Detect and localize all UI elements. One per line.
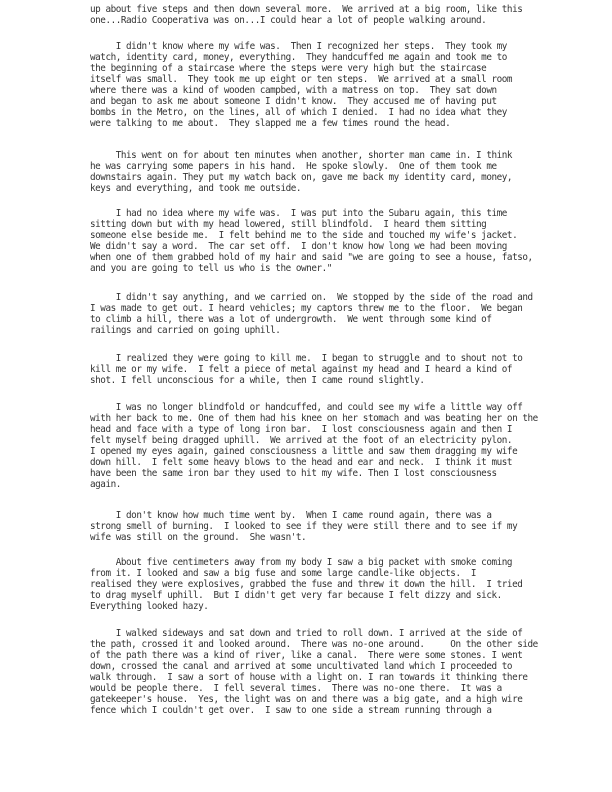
text-line: Everything looked hazy. [90,601,209,612]
text-line: I had no idea where my wife was. I was put into the Subaru again, this time [90,208,507,219]
text-line: walk through. I saw a sort of house with a light on. I ran towards it thinking there [90,672,528,683]
text-line: kill me or my wife. I felt a piece of metal against my head and I heard a kind of [90,364,513,375]
text-line: down hill. I felt some heavy blows to the head and ear and neck. I think it must [90,457,513,468]
text-line: shot. I fell unconscious for a while, then I came round slightly. [90,375,425,386]
text-line: This went on for about ten minutes when another, shorter man came in. I think [90,150,513,161]
text-line: watch, identity card, money, everything. They handcuffed me again and took me to [90,52,507,63]
text-line: someone else beside me. I felt behind me to the side and touched my wife's jacket. [90,230,518,241]
text-line: again. [90,479,121,490]
text-line: I realized they were going to kill me. I began to struggle and to shout not to [90,353,523,364]
text-line: of the path there was a kind of river, like a canal. There were some stones. I went [90,650,523,661]
text-line: itself was small. They took me up eight or ten steps. We arrived at a small room [90,74,513,85]
text-line: and you are going to tell us who is the owner." [90,263,332,274]
text-line: up about five steps and then down several more. We arrived at a big room, like this [90,4,523,15]
text-line: felt myself being dragged uphill. We arrived at the foot of an electricity pylon. [90,435,513,446]
text-line: head and face with a type of long iron bar. I lost consciousness again and then I [90,424,513,435]
text-line: I opened my eyes again, gained consciousness a little and saw them dragging my wife [90,446,518,457]
text-line: and began to ask me about someone I didn't know. They accused me of having put [90,96,497,107]
text-line: the beginning of a staircase where the steps were very high but the staircase [90,63,487,74]
text-line: with her back to me. One of them had his knee on her stomach and was beating her on the [90,413,538,424]
text-line: from it. I looked and saw a big fuse and some large candle-like objects. I [90,568,477,579]
text-line: down, crossed the canal and arrived at some uncultivated land which I proceeded to [90,661,513,672]
text-line: where there was a kind of wooden campbed, with a matress on top. They sat down [90,85,497,96]
text-line: he was carrying some papers in his hand. He spoke slowly. One of them took me [90,161,497,172]
text-line: I walked sideways and sat down and tried to roll down. I arrived at the side of [90,628,523,639]
text-line: when one of them grabbed hold of my hair and said "we are going to see a house, fatso, [90,252,533,263]
text-line: realised they were explosives, grabbed the fuse and threw it down the hill. I tried [90,579,523,590]
text-line: sitting down but with my head lowered, still blindfold. I heard them sitting [90,219,487,230]
text-line: bombs in the Metro, on the lines, all of which I denied. I had no idea what they [90,107,507,118]
text-line: the path, crossed it and looked around. There was no-one around. On the other side [90,639,538,650]
text-line: I don't know how much time went by. When I came round again, there was a [90,510,492,521]
text-line: have been the same iron bar they used to hit my wife. Then I lost consciousness [90,468,497,479]
text-line: About five centimeters away from my body I saw a big packet with smoke coming [90,557,513,568]
text-line: downstairs again. They put my watch back on, gave me back my identity card, money, [90,172,513,183]
text-line: would be people there. I fell several times. There was no-one there. It was a [90,683,502,694]
text-line: strong smell of burning. I looked to see if they were still there and to see if my [90,521,518,532]
text-line: gatekeeper's house. Yes, the light was on and there was a big gate, and a high wire [90,694,523,705]
text-line: I was no longer blindfold or handcuffed, and could see my wife a little way off [90,402,523,413]
text-line: one...Radio Cooperativa was on...I could hear a lot of people walking around. [90,15,487,26]
text-line: I didn't know where my wife was. Then I recognized her steps. They took my [90,41,507,52]
text-line: I didn't say anything, and we carried on. We stopped by the side of the road and [90,292,533,303]
text-line: keys and everything, and took me outside. [90,183,302,194]
text-line: railings and carried on going uphill. [90,325,281,336]
text-line: I was made to get out. I heard vehicles; my captors threw me to the floor. We began [90,303,523,314]
text-line: wife was still on the ground. She wasn't. [90,532,307,543]
text-line: We didn't say a word. The car set off. I don't know how long we had been moving [90,241,507,252]
text-line: to drag myself uphill. But I didn't get very far because I felt dizzy and sick. [90,590,502,601]
text-line: fence which I couldn't get over. I saw to one side a stream running through a [90,705,492,716]
text-line: were talking to me about. They slapped me a few times round the head. [90,118,451,129]
text-line: to climb a hill, there was a lot of undergrowth. We went through some kind of [90,314,492,325]
